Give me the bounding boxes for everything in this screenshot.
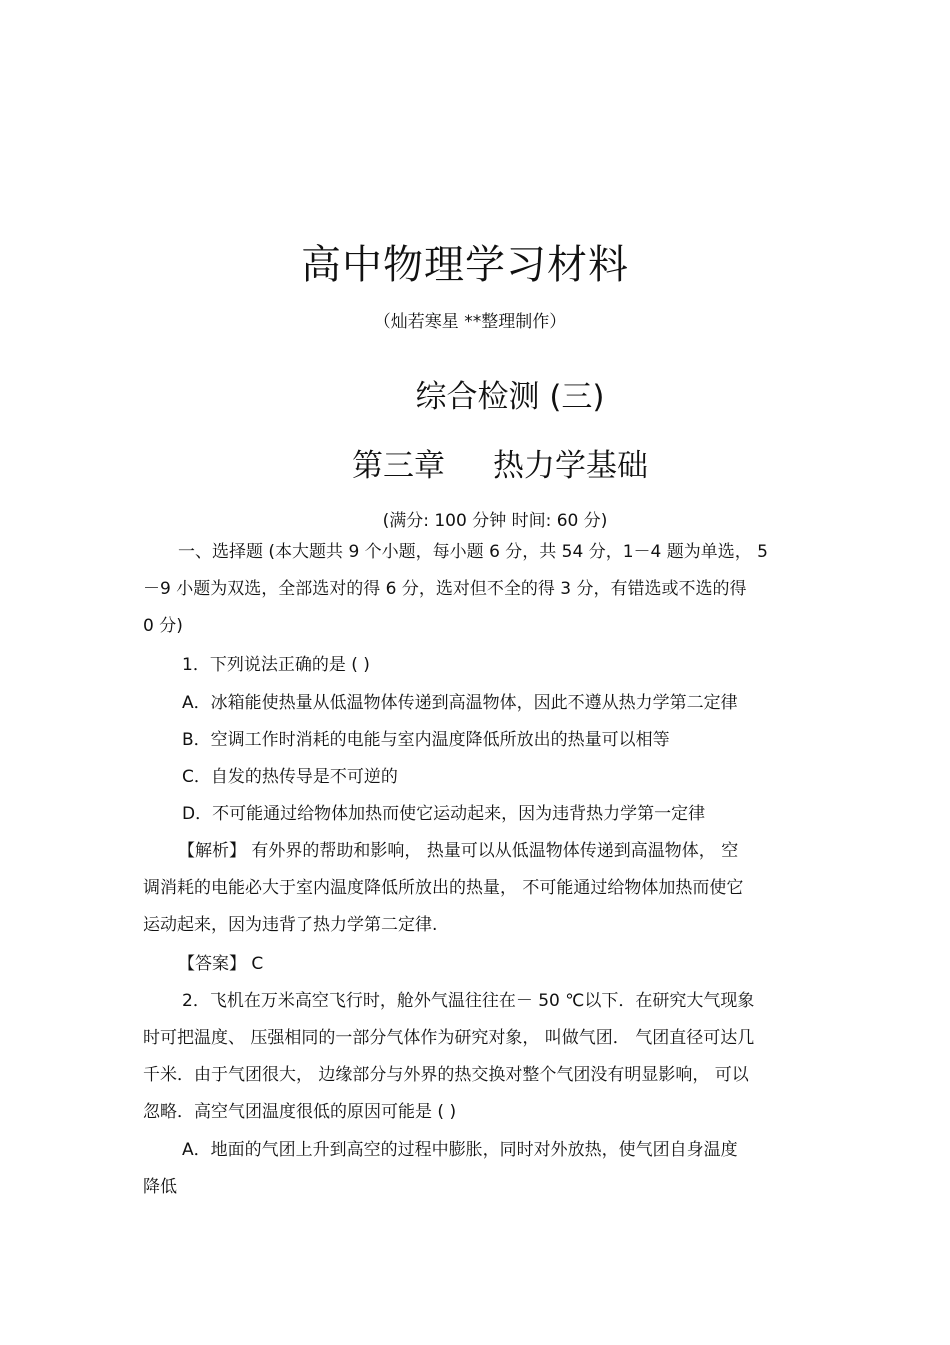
section-intro-line: 一、选择题 (本大题共 9 个小题，每小题 6 分，共 54 分，1－4 题为单选， 5 xyxy=(178,542,768,562)
exam-title: 综合检测 (三) xyxy=(415,379,605,415)
chapter-name: 热力学基础 xyxy=(493,448,648,484)
question-2-stem-line: 时可把温度、 压强相同的一部分气体作为研究对象， 叫做气团． 气团直径可达几 xyxy=(143,1028,755,1048)
question-2-stem-line: 千米．由于气团很大， 边缘部分与外界的热交换对整个气团没有明显影响， 可以 xyxy=(143,1065,749,1085)
exam-meta: (满分: 100 分钟 时间: 60 分) xyxy=(382,511,608,531)
question-1-option-b: B．空调工作时消耗的电能与室内温度降低所放出的热量可以相等 xyxy=(182,730,670,750)
question-1-analysis-line: 【解析】 有外界的帮助和影响， 热量可以从低温物体传递到高温物体， 空 xyxy=(178,841,739,861)
chapter-number: 第三章 xyxy=(352,448,445,484)
document-credit: （灿若寒星 **整理制作） xyxy=(373,312,567,332)
question-1-option-a: A．冰箱能使热量从低温物体传递到高温物体，因此不遵从热力学第二定律 xyxy=(182,693,738,713)
question-1-answer: 【答案】 C xyxy=(178,954,264,974)
question-1-option-d: D．不可能通过给物体加热而使它运动起来，因为违背热力学第一定律 xyxy=(182,804,706,824)
question-2-option-a: A．地面的气团上升到高空的过程中膨胀，同时对外放热，使气团自身温度 xyxy=(182,1140,738,1160)
question-2-stem-line: 忽略．高空气团温度很低的原因可能是 ( ) xyxy=(143,1102,457,1122)
document-title: 高中物理学习材料 xyxy=(301,242,629,288)
question-1-analysis-line: 运动起来，因为违背了热力学第二定律. xyxy=(143,915,438,935)
section-intro-line: －9 小题为双选，全部选对的得 6 分，选对但不全的得 3 分，有错选或不选的得 xyxy=(143,579,747,599)
chapter-heading xyxy=(0,440,950,485)
section-intro-line: 0 分) xyxy=(143,616,183,636)
question-1-stem: 1．下列说法正确的是 ( ) xyxy=(182,655,370,675)
question-2-option-a-continued: 降低 xyxy=(143,1177,177,1197)
question-1-analysis-line: 调消耗的电能必大于室内温度降低所放出的热量， 不可能通过给物体加热而使它 xyxy=(143,878,744,898)
question-1-option-c: C．自发的热传导是不可逆的 xyxy=(182,767,398,787)
question-2-stem-line: 2．飞机在万米高空飞行时，舱外气温往往在－ 50 ℃以下．在研究大气现象 xyxy=(182,991,755,1011)
